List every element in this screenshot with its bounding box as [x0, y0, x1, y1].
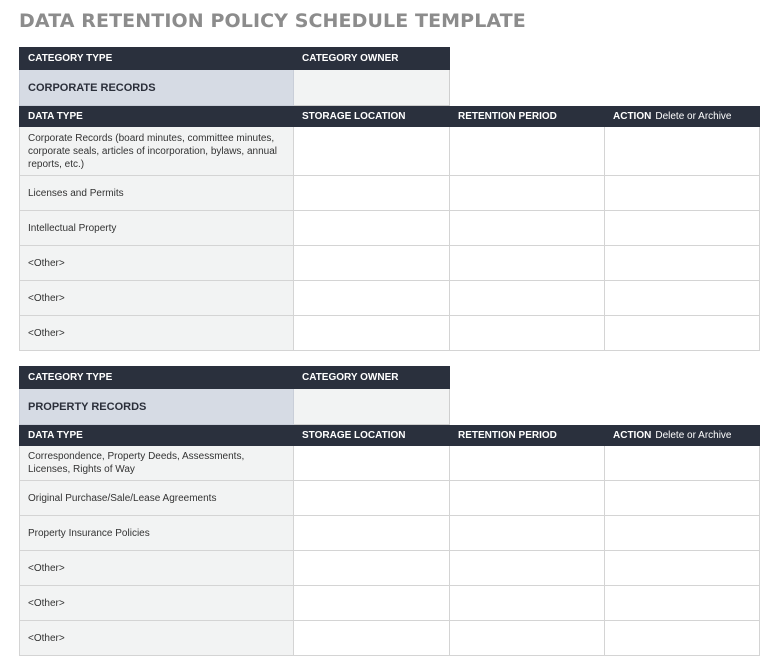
action-cell[interactable]	[605, 127, 760, 176]
data-type-cell[interactable]: <Other>	[20, 281, 294, 316]
data-type-cell[interactable]: Original Purchase/Sale/Lease Agreements	[20, 481, 294, 516]
data-type-cell[interactable]: <Other>	[20, 551, 294, 586]
retention-period-cell[interactable]	[450, 621, 605, 656]
data-type-header: DATA TYPE	[20, 426, 294, 446]
category-table	[19, 366, 450, 425]
data-retention-table	[19, 425, 760, 656]
data-type-header: DATA TYPE	[20, 107, 294, 127]
table-row	[20, 551, 760, 586]
storage-location-cell[interactable]	[294, 586, 450, 621]
data-type-cell[interactable]: <Other>	[20, 316, 294, 351]
data-type-cell[interactable]: Corporate Records (board minutes, committee minutes, corporate seals, articles of incorporation, bylaws, annual reports, etc.)	[20, 127, 294, 176]
category-owner-cell[interactable]	[294, 389, 450, 425]
table-row	[20, 446, 760, 481]
retention-period-cell[interactable]	[450, 551, 605, 586]
storage-location-cell[interactable]	[294, 551, 450, 586]
storage-location-cell[interactable]	[294, 481, 450, 516]
action-header	[605, 107, 760, 127]
action-header	[605, 426, 760, 446]
data-type-cell[interactable]: Property Insurance Policies	[20, 516, 294, 551]
category-owner-cell[interactable]	[294, 70, 450, 106]
action-cell[interactable]	[605, 586, 760, 621]
storage-location-cell[interactable]	[294, 246, 450, 281]
retention-period-cell[interactable]	[450, 211, 605, 246]
retention-period-cell[interactable]	[450, 176, 605, 211]
table-row	[20, 481, 760, 516]
data-type-cell[interactable]: Licenses and Permits	[20, 176, 294, 211]
action-header-label: ACTION	[613, 430, 652, 441]
retention-period-cell[interactable]	[450, 481, 605, 516]
action-header-hint: Delete or Archive	[655, 430, 732, 441]
action-cell[interactable]	[605, 246, 760, 281]
action-cell[interactable]	[605, 176, 760, 211]
category-type-header: CATEGORY TYPE	[20, 367, 294, 389]
action-header-label: ACTION	[613, 111, 652, 122]
table-row	[20, 316, 760, 351]
storage-location-header: STORAGE LOCATION	[294, 426, 450, 446]
action-cell[interactable]	[605, 551, 760, 586]
retention-period-cell[interactable]	[450, 246, 605, 281]
retention-period-cell[interactable]	[450, 586, 605, 621]
table-row	[20, 586, 760, 621]
category-type-header: CATEGORY TYPE	[20, 48, 294, 70]
storage-location-cell[interactable]	[294, 176, 450, 211]
table-row	[20, 621, 760, 656]
data-type-cell[interactable]: Intellectual Property	[20, 211, 294, 246]
retention-period-cell[interactable]	[450, 516, 605, 551]
action-cell[interactable]	[605, 621, 760, 656]
action-cell[interactable]	[605, 481, 760, 516]
category-owner-header: CATEGORY OWNER	[294, 48, 450, 70]
storage-location-header: STORAGE LOCATION	[294, 107, 450, 127]
category-table	[19, 47, 450, 106]
category-owner-header: CATEGORY OWNER	[294, 367, 450, 389]
category-name-cell[interactable]: PROPERTY RECORDS	[20, 389, 294, 425]
action-cell[interactable]	[605, 211, 760, 246]
storage-location-cell[interactable]	[294, 281, 450, 316]
page-title: DATA RETENTION POLICY SCHEDULE TEMPLATE	[19, 10, 526, 32]
category-name-cell[interactable]: CORPORATE RECORDS	[20, 70, 294, 106]
section-corporate-records	[19, 47, 759, 351]
action-cell[interactable]	[605, 281, 760, 316]
action-cell[interactable]	[605, 316, 760, 351]
retention-period-cell[interactable]	[450, 316, 605, 351]
retention-period-header: RETENTION PERIOD	[450, 426, 605, 446]
table-row	[20, 246, 760, 281]
table-row	[20, 281, 760, 316]
storage-location-cell[interactable]	[294, 446, 450, 481]
retention-period-header: RETENTION PERIOD	[450, 107, 605, 127]
table-row	[20, 516, 760, 551]
retention-period-cell[interactable]	[450, 127, 605, 176]
data-type-cell[interactable]: Correspondence, Property Deeds, Assessments, Licenses, Rights of Way	[20, 446, 294, 481]
data-retention-table	[19, 106, 760, 351]
storage-location-cell[interactable]	[294, 316, 450, 351]
storage-location-cell[interactable]	[294, 621, 450, 656]
storage-location-cell[interactable]	[294, 211, 450, 246]
data-type-cell[interactable]: <Other>	[20, 246, 294, 281]
data-type-cell[interactable]: <Other>	[20, 586, 294, 621]
action-header-hint: Delete or Archive	[655, 111, 732, 122]
retention-period-cell[interactable]	[450, 281, 605, 316]
storage-location-cell[interactable]	[294, 516, 450, 551]
retention-period-cell[interactable]	[450, 446, 605, 481]
storage-location-cell[interactable]	[294, 127, 450, 176]
action-cell[interactable]	[605, 446, 760, 481]
data-type-cell[interactable]: <Other>	[20, 621, 294, 656]
table-row	[20, 211, 760, 246]
table-row	[20, 127, 760, 176]
section-property-records	[19, 366, 759, 656]
table-row	[20, 176, 760, 211]
action-cell[interactable]	[605, 516, 760, 551]
